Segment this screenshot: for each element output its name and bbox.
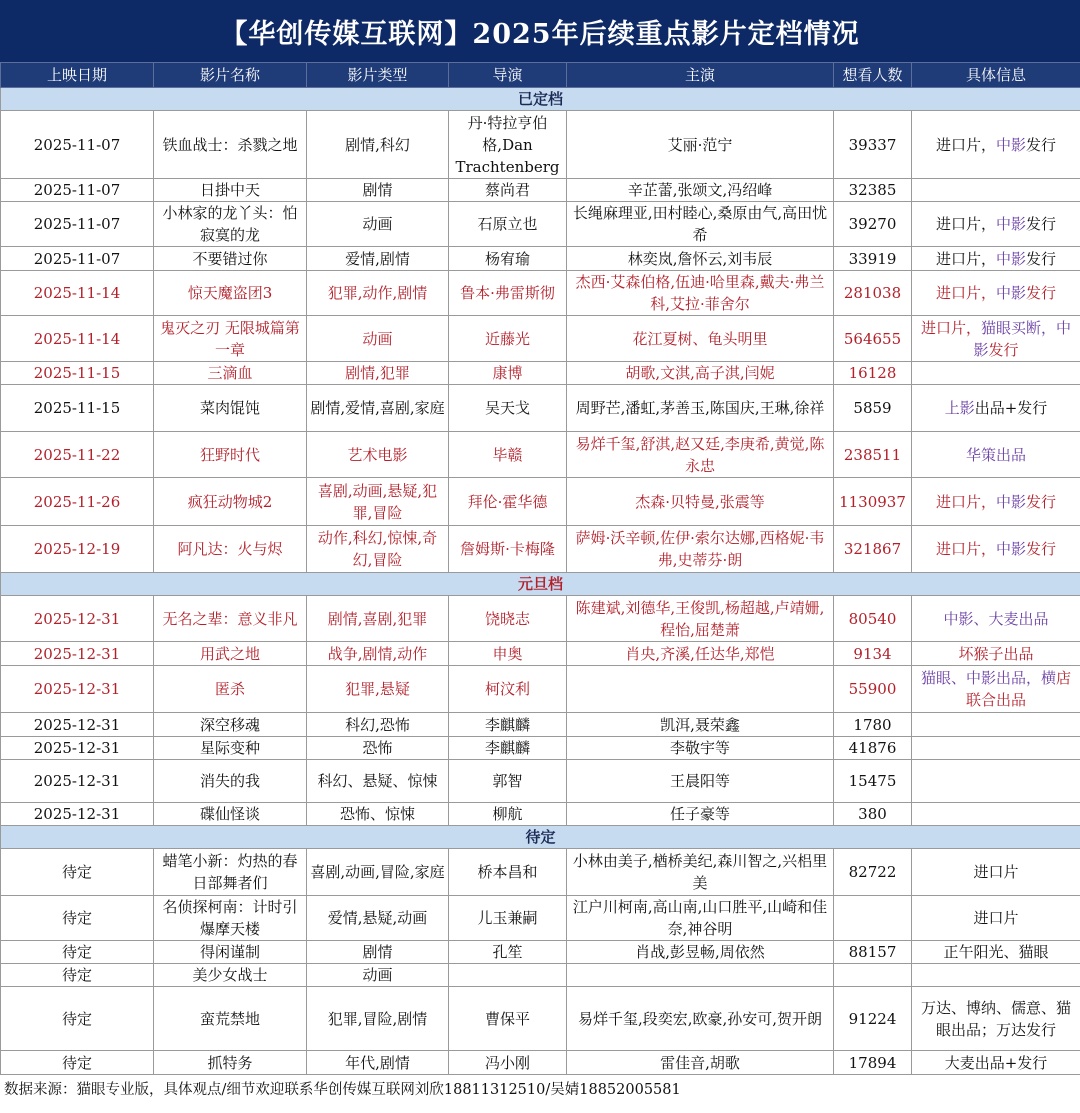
cell-director: 近藤光 [449, 316, 567, 362]
cell-director: 郭智 [449, 760, 567, 803]
cell-cast: 凯洱,聂荣鑫 [567, 713, 834, 737]
table-row [1, 316, 1080, 362]
details-segment: 中影、大麦出品 [943, 610, 1048, 628]
cell-release-date: 2025-11-26 [1, 478, 154, 526]
cell-film-title: 用武之地 [154, 642, 307, 666]
header-release-date: 上映日期 [1, 63, 154, 88]
details-segment: 中影 [996, 493, 1026, 511]
cell-film-title: 深空移魂 [154, 713, 307, 737]
details-segment: 发行 [1026, 215, 1056, 233]
cell-film-title: 消失的我 [154, 760, 307, 803]
cell-details [912, 849, 1080, 896]
cell-genre: 剧情,喜剧,犯罪 [307, 596, 449, 642]
details-segment: 发行 [989, 341, 1019, 359]
cell-genre: 剧情,科幻 [307, 111, 449, 179]
cell-director: 儿玉兼嗣 [449, 896, 567, 941]
cell-cast [567, 964, 834, 987]
cell-director: 饶晓志 [449, 596, 567, 642]
details-segment: 进口片 [973, 863, 1018, 881]
cell-details [912, 316, 1080, 362]
cell-cast: 萨姆·沃辛顿,佐伊·索尔达娜,西格妮·韦弗,史蒂芬·朗 [567, 526, 834, 573]
details-segment: 发行 [1026, 284, 1056, 302]
cell-genre: 喜剧,动画,冒险,家庭 [307, 849, 449, 896]
cell-cast: 陈建斌,刘德华,王俊凯,杨超越,卢靖姗,程怡,屈楚萧 [567, 596, 834, 642]
cell-details [912, 896, 1080, 941]
section-label: 元旦档 [1, 573, 1080, 596]
cell-want-to-see-count: 564655 [834, 316, 912, 362]
cell-film-title: 狂野时代 [154, 432, 307, 478]
cell-details [912, 803, 1080, 826]
cell-details [912, 247, 1080, 271]
cell-genre: 恐怖、惊悚 [307, 803, 449, 826]
details-segment: 华策出品 [966, 446, 1026, 464]
cell-details [912, 202, 1080, 247]
cell-genre: 动画 [307, 316, 449, 362]
cell-want-to-see-count: 39270 [834, 202, 912, 247]
header-cast: 主演 [567, 63, 834, 88]
section-label: 待定 [1, 826, 1080, 849]
cell-release-date: 待定 [1, 964, 154, 987]
cell-want-to-see-count: 33919 [834, 247, 912, 271]
table-row [1, 666, 1080, 713]
table-row [1, 849, 1080, 896]
cell-want-to-see-count: 321867 [834, 526, 912, 573]
cell-genre: 爱情,悬疑,动画 [307, 896, 449, 941]
cell-details [912, 385, 1080, 432]
details-segment: 进口片 [973, 909, 1018, 927]
details-segment: 进口片， [936, 136, 996, 154]
cell-genre: 动作,科幻,惊悚,奇幻,冒险 [307, 526, 449, 573]
cell-release-date: 2025-12-19 [1, 526, 154, 573]
cell-cast: 林奕岚,詹怀云,刘韦辰 [567, 247, 834, 271]
cell-want-to-see-count: 32385 [834, 179, 912, 202]
cell-director: 孔笙 [449, 941, 567, 964]
cell-film-title: 蜡笔小新：灼热的春日部舞者们 [154, 849, 307, 896]
cell-want-to-see-count: 41876 [834, 737, 912, 760]
cell-genre: 剧情,爱情,喜剧,家庭 [307, 385, 449, 432]
section-row [1, 826, 1080, 849]
cell-director: 毕赣 [449, 432, 567, 478]
cell-release-date: 2025-11-14 [1, 316, 154, 362]
cell-release-date: 2025-11-14 [1, 271, 154, 316]
cell-release-date: 待定 [1, 849, 154, 896]
table-row [1, 896, 1080, 941]
details-segment: 上影 [945, 399, 975, 417]
cell-release-date: 2025-12-31 [1, 666, 154, 713]
cell-want-to-see-count: 88157 [834, 941, 912, 964]
cell-details [912, 713, 1080, 737]
cell-genre: 犯罪,冒险,剧情 [307, 987, 449, 1051]
section-row [1, 88, 1080, 111]
cell-want-to-see-count: 91224 [834, 987, 912, 1051]
section-label: 已定档 [1, 88, 1080, 111]
cell-cast: 艾丽·范宁 [567, 111, 834, 179]
header-details: 具体信息 [912, 63, 1080, 88]
cell-details [912, 1051, 1080, 1075]
cell-want-to-see-count: 9134 [834, 642, 912, 666]
cell-genre: 剧情 [307, 179, 449, 202]
cell-film-title: 星际变种 [154, 737, 307, 760]
cell-genre: 剧情,犯罪 [307, 362, 449, 385]
details-segment: 猫眼、中影出品，横 [921, 669, 1056, 687]
details-segment: 进口片， [936, 215, 996, 233]
cell-details [912, 596, 1080, 642]
table-row [1, 713, 1080, 737]
cell-film-title: 阿凡达：火与烬 [154, 526, 307, 573]
cell-film-title: 无名之辈：意义非凡 [154, 596, 307, 642]
cell-genre: 动画 [307, 202, 449, 247]
cell-want-to-see-count: 238511 [834, 432, 912, 478]
cell-director: 丹·特拉亨伯格,Dan Trachtenberg [449, 111, 567, 179]
cell-director: 申奥 [449, 642, 567, 666]
cell-cast: 长绳麻理亚,田村睦心,桑原由气,高田忧希 [567, 202, 834, 247]
details-segment: 发行 [1026, 250, 1056, 268]
cell-want-to-see-count: 15475 [834, 760, 912, 803]
cell-details [912, 737, 1080, 760]
cell-cast: 李敬宇等 [567, 737, 834, 760]
cell-film-title: 蛮荒禁地 [154, 987, 307, 1051]
header-want-to-see-count: 想看人数 [834, 63, 912, 88]
cell-details [912, 941, 1080, 964]
details-segment: 中影 [996, 136, 1026, 154]
cell-film-title: 抓特务 [154, 1051, 307, 1075]
cell-film-title: 菜肉馄饨 [154, 385, 307, 432]
cell-director: 石原立也 [449, 202, 567, 247]
details-segment: 进口片， [936, 250, 996, 268]
cell-details [912, 964, 1080, 987]
cell-release-date: 2025-11-07 [1, 179, 154, 202]
cell-film-title: 鬼灭之刃 无限城篇第一章 [154, 316, 307, 362]
cell-director: 鲁本·弗雷斯彻 [449, 271, 567, 316]
cell-want-to-see-count: 5859 [834, 385, 912, 432]
cell-cast: 杰西·艾森伯格,伍迪·哈里森,戴夫·弗兰科,艾拉·菲舍尔 [567, 271, 834, 316]
cell-cast: 江户川柯南,高山南,山口胜平,山崎和佳奈,神谷明 [567, 896, 834, 941]
table-row [1, 111, 1080, 179]
cell-release-date: 2025-11-22 [1, 432, 154, 478]
details-segment: 大麦出品+发行 [945, 1054, 1048, 1072]
cell-film-title: 不要错过你 [154, 247, 307, 271]
header-film-title: 影片名称 [154, 63, 307, 88]
cell-cast: 胡歌,文淇,高子淇,闫妮 [567, 362, 834, 385]
table-row [1, 432, 1080, 478]
details-segment: 店联合出品 [966, 669, 1071, 709]
details-segment: 进口片， [936, 540, 996, 558]
cell-genre: 剧情 [307, 941, 449, 964]
cell-director: 冯小刚 [449, 1051, 567, 1075]
cell-director: 曹保平 [449, 987, 567, 1051]
cell-details [912, 526, 1080, 573]
cell-director: 桥本昌和 [449, 849, 567, 896]
cell-release-date: 2025-11-07 [1, 202, 154, 247]
cell-want-to-see-count [834, 964, 912, 987]
cell-want-to-see-count: 39337 [834, 111, 912, 179]
table-row [1, 803, 1080, 826]
cell-cast: 肖央,齐溪,任达华,郑恺 [567, 642, 834, 666]
cell-genre: 科幻、悬疑、惊悚 [307, 760, 449, 803]
details-segment: 中影 [996, 215, 1026, 233]
section-row [1, 573, 1080, 596]
cell-want-to-see-count: 17894 [834, 1051, 912, 1075]
table-row [1, 362, 1080, 385]
table-row [1, 202, 1080, 247]
cell-cast: 王晨阳等 [567, 760, 834, 803]
cell-genre: 科幻,恐怖 [307, 713, 449, 737]
cell-cast: 周野芒,潘虹,茅善玉,陈国庆,王琳,徐祥 [567, 385, 834, 432]
details-segment: 中影 [996, 250, 1026, 268]
details-segment: 发行 [1026, 540, 1056, 558]
cell-want-to-see-count: 16128 [834, 362, 912, 385]
header-genre: 影片类型 [307, 63, 449, 88]
data-source-footer: 数据来源：猫眼专业版，具体观点/细节欢迎联系华创传媒互联网刘欣18811312510/吴婧18852005581 [0, 1075, 1080, 1113]
header-director: 导演 [449, 63, 567, 88]
cell-film-title: 名侦探柯南：计时引爆摩天楼 [154, 896, 307, 941]
cell-genre: 战争,剧情,动作 [307, 642, 449, 666]
cell-release-date: 2025-11-07 [1, 247, 154, 271]
cell-release-date: 2025-12-31 [1, 713, 154, 737]
cell-cast: 杰森·贝特曼,张震等 [567, 478, 834, 526]
cell-cast [567, 666, 834, 713]
cell-details [912, 478, 1080, 526]
details-segment: 进口片， [936, 493, 996, 511]
cell-genre: 恐怖 [307, 737, 449, 760]
cell-film-title: 匿杀 [154, 666, 307, 713]
table-row [1, 596, 1080, 642]
cell-director: 柳航 [449, 803, 567, 826]
table-row [1, 478, 1080, 526]
cell-film-title: 三滴血 [154, 362, 307, 385]
details-segment: 进口片， [921, 319, 981, 337]
cell-cast: 任子豪等 [567, 803, 834, 826]
table-row [1, 941, 1080, 964]
cell-details [912, 111, 1080, 179]
table-row [1, 526, 1080, 573]
cell-details [912, 432, 1080, 478]
cell-genre: 动画 [307, 964, 449, 987]
cell-details [912, 179, 1080, 202]
table-row [1, 271, 1080, 316]
cell-want-to-see-count: 55900 [834, 666, 912, 713]
cell-cast: 易烊千玺,段奕宏,欧豪,孙安可,贺开朗 [567, 987, 834, 1051]
cell-want-to-see-count: 1130937 [834, 478, 912, 526]
details-segment: 坏猴子出品 [958, 645, 1033, 663]
cell-director: 柯汶利 [449, 666, 567, 713]
cell-want-to-see-count: 1780 [834, 713, 912, 737]
table-row [1, 1051, 1080, 1075]
cell-director: 康博 [449, 362, 567, 385]
cell-genre: 喜剧,动画,悬疑,犯罪,冒险 [307, 478, 449, 526]
details-segment: 出品+发行 [975, 399, 1048, 417]
cell-film-title: 日掛中天 [154, 179, 307, 202]
cell-genre: 年代,剧情 [307, 1051, 449, 1075]
table-row [1, 247, 1080, 271]
cell-film-title: 疯狂动物城2 [154, 478, 307, 526]
cell-release-date: 2025-12-31 [1, 642, 154, 666]
cell-director: 拜伦·霍华德 [449, 478, 567, 526]
table-row [1, 737, 1080, 760]
table-row [1, 964, 1080, 987]
cell-director: 吴天戈 [449, 385, 567, 432]
cell-details [912, 760, 1080, 803]
cell-cast: 小林由美子,楢桥美纪,森川智之,兴梠里美 [567, 849, 834, 896]
cell-details [912, 271, 1080, 316]
table-row [1, 179, 1080, 202]
cell-release-date: 2025-11-07 [1, 111, 154, 179]
page-title: 【华创传媒互联网】2025年后续重点影片定档情况 [0, 0, 1080, 62]
cell-director: 李麒麟 [449, 713, 567, 737]
cell-want-to-see-count [834, 896, 912, 941]
details-segment: 发行 [1026, 493, 1056, 511]
cell-director [449, 964, 567, 987]
cell-release-date: 2025-11-15 [1, 362, 154, 385]
cell-cast: 花江夏树、龟头明里 [567, 316, 834, 362]
cell-details [912, 666, 1080, 713]
table-row [1, 760, 1080, 803]
cell-release-date: 2025-12-31 [1, 737, 154, 760]
cell-want-to-see-count: 281038 [834, 271, 912, 316]
cell-genre: 爱情,剧情 [307, 247, 449, 271]
cell-director: 蔡尚君 [449, 179, 567, 202]
cell-genre: 犯罪,悬疑 [307, 666, 449, 713]
cell-director: 詹姆斯·卡梅隆 [449, 526, 567, 573]
cell-director: 杨宥瑜 [449, 247, 567, 271]
details-segment: 猫眼买断， [981, 319, 1056, 337]
details-segment: 进口片， [936, 284, 996, 302]
cell-director: 李麒麟 [449, 737, 567, 760]
cell-film-title: 美少女战士 [154, 964, 307, 987]
cell-genre: 艺术电影 [307, 432, 449, 478]
cell-release-date: 待定 [1, 987, 154, 1051]
cell-release-date: 待定 [1, 1051, 154, 1075]
details-segment: 中影 [996, 540, 1026, 558]
cell-want-to-see-count: 80540 [834, 596, 912, 642]
details-segment: 正午阳光、猫眼 [943, 943, 1048, 961]
cell-film-title: 铁血战士：杀戮之地 [154, 111, 307, 179]
cell-film-title: 小林家的龙丫头：怕寂寞的龙 [154, 202, 307, 247]
details-segment: 发行 [1026, 136, 1056, 154]
cell-film-title: 惊天魔盗团3 [154, 271, 307, 316]
table-header-row [1, 63, 1080, 88]
cell-cast: 易烊千玺,舒淇,赵又廷,李庚希,黄觉,陈永忠 [567, 432, 834, 478]
details-segment: 中影 [973, 319, 1071, 359]
cell-release-date: 2025-11-15 [1, 385, 154, 432]
table-row [1, 987, 1080, 1051]
cell-release-date: 2025-12-31 [1, 596, 154, 642]
cell-release-date: 待定 [1, 896, 154, 941]
cell-film-title: 碟仙怪谈 [154, 803, 307, 826]
cell-want-to-see-count: 82722 [834, 849, 912, 896]
cell-release-date: 2025-12-31 [1, 760, 154, 803]
cell-cast: 辛芷蕾,张颂文,冯绍峰 [567, 179, 834, 202]
release-schedule-table [0, 62, 1080, 1075]
details-segment: 万达、博纳、儒意、猫眼出品；万达发行 [921, 999, 1071, 1039]
cell-details [912, 987, 1080, 1051]
cell-release-date: 待定 [1, 941, 154, 964]
cell-want-to-see-count: 380 [834, 803, 912, 826]
cell-cast: 雷佳音,胡歌 [567, 1051, 834, 1075]
table-row [1, 385, 1080, 432]
cell-film-title: 得闲谨制 [154, 941, 307, 964]
cell-details [912, 642, 1080, 666]
cell-genre: 犯罪,动作,剧情 [307, 271, 449, 316]
cell-details [912, 362, 1080, 385]
cell-cast: 肖战,彭昱畅,周依然 [567, 941, 834, 964]
table-row [1, 642, 1080, 666]
details-segment: 中影 [996, 284, 1026, 302]
cell-release-date: 2025-12-31 [1, 803, 154, 826]
